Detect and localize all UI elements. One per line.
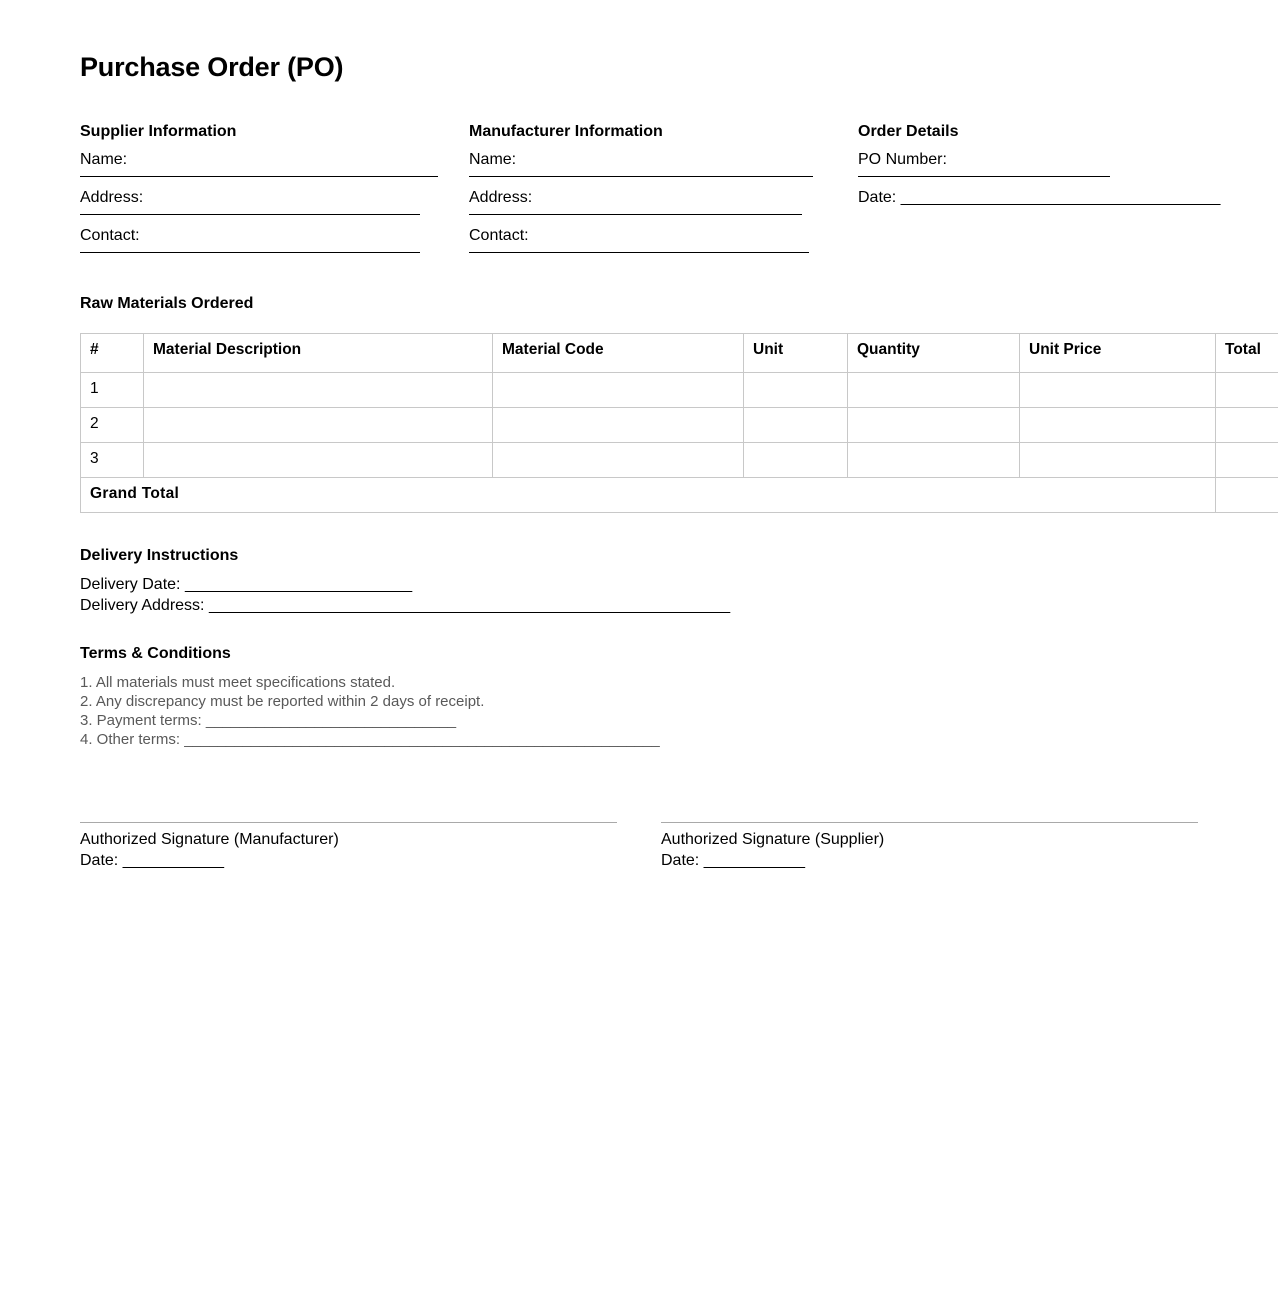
manufacturer-address-field[interactable]: Address: [469, 187, 802, 215]
manufacturer-name-field[interactable]: Name: [469, 149, 813, 177]
row-number-cell: 2 [81, 408, 144, 443]
row-total-cell[interactable] [1216, 373, 1278, 408]
row-quantity-cell[interactable] [848, 408, 1020, 443]
column-header-unit-price: Unit Price [1020, 334, 1216, 373]
column-header-description: Material Description [144, 334, 493, 373]
document-body [80, 0, 1261, 871]
row-unit-price-cell[interactable] [1020, 408, 1216, 443]
row-code-cell[interactable] [493, 373, 744, 408]
supplier-name-field[interactable]: Name: [80, 149, 438, 177]
order-date-field[interactable] [858, 187, 1220, 209]
terms-list-item: 1. All materials must meet specifications stated. [80, 674, 396, 691]
supplier-contact-field[interactable]: Contact: [80, 225, 420, 253]
delivery-fields [80, 574, 1198, 616]
terms-list [80, 673, 1198, 749]
delivery-instructions-heading: Delivery Instructions [80, 547, 239, 564]
grand-total-value-cell[interactable] [1216, 478, 1278, 513]
manufacturer-signature-date-field[interactable] [80, 850, 617, 871]
delivery-date-field[interactable] [80, 574, 1198, 595]
po-number-field[interactable]: PO Number: [858, 149, 1110, 177]
delivery-address-field[interactable] [80, 595, 1198, 616]
grand-total-row [81, 478, 1278, 513]
table-row [81, 408, 1278, 443]
supplier-address-field[interactable]: Address: [80, 187, 420, 215]
row-description-cell[interactable] [144, 408, 493, 443]
supplier-information-block [80, 122, 469, 263]
row-quantity-cell[interactable] [848, 373, 1020, 408]
signature-section [80, 822, 1198, 871]
column-header-unit: Unit [744, 334, 848, 373]
row-number-cell: 1 [81, 373, 144, 408]
table-row [81, 443, 1278, 478]
row-number-cell: 3 [81, 443, 144, 478]
manufacturer-date-rule: ____________ [122, 852, 224, 869]
supplier-signature-block [661, 822, 1198, 871]
page-title: Purchase Order (PO) [80, 52, 344, 82]
order-date-label: Date: [858, 189, 897, 206]
order-date-rule: ______________________________________ [900, 189, 1220, 206]
delivery-address-rule: ______________________________________________________________ [208, 597, 730, 614]
terms-list-item[interactable]: 3. Payment terms: ______________________________ [80, 712, 457, 729]
manufacturer-signature-block [80, 822, 617, 871]
row-unit-price-cell[interactable] [1020, 373, 1216, 408]
row-unit-cell[interactable] [744, 408, 848, 443]
terms-and-conditions-section [80, 644, 1198, 749]
manufacturer-contact-field[interactable]: Contact: [469, 225, 809, 253]
order-details-block [858, 122, 1220, 209]
column-header-code: Material Code [493, 334, 744, 373]
supplier-signature-label: Authorized Signature (Supplier) [661, 831, 885, 848]
manufacturer-signature-label: Authorized Signature (Manufacturer) [80, 831, 339, 848]
manufacturer-information-heading: Manufacturer Information [469, 123, 663, 140]
information-columns [80, 122, 1220, 263]
delivery-date-rule: ___________________________ [184, 576, 412, 593]
grand-total-label: Grand Total [81, 478, 1216, 513]
row-quantity-cell[interactable] [848, 443, 1020, 478]
supplier-information-heading: Supplier Information [80, 123, 237, 140]
terms-list-item[interactable]: 4. Other terms: _________________________________________________________ [80, 731, 660, 748]
row-unit-price-cell[interactable] [1020, 443, 1216, 478]
column-header-quantity: Quantity [848, 334, 1020, 373]
supplier-date-label: Date: [661, 852, 700, 869]
table-row [81, 373, 1278, 408]
raw-materials-table [80, 333, 1278, 513]
terms-and-conditions-heading: Terms & Conditions [80, 645, 231, 662]
row-code-cell[interactable] [493, 443, 744, 478]
delivery-instructions-section [80, 546, 1198, 616]
supplier-date-rule: ____________ [703, 852, 805, 869]
raw-materials-section [80, 294, 1261, 513]
manufacturer-signature-line[interactable] [80, 822, 617, 823]
terms-list-item: 2. Any discrepancy must be reported within 2 days of receipt. [80, 693, 485, 710]
column-header-total: Total [1216, 334, 1278, 373]
row-total-cell[interactable] [1216, 443, 1278, 478]
order-details-heading: Order Details [858, 123, 959, 140]
delivery-date-label: Delivery Date: [80, 576, 181, 593]
row-description-cell[interactable] [144, 373, 493, 408]
row-unit-cell[interactable] [744, 443, 848, 478]
row-total-cell[interactable] [1216, 408, 1278, 443]
row-description-cell[interactable] [144, 443, 493, 478]
table-header-row [81, 334, 1278, 373]
delivery-address-label: Delivery Address: [80, 597, 205, 614]
column-header-number: # [81, 334, 144, 373]
manufacturer-date-label: Date: [80, 852, 119, 869]
table-body [81, 373, 1278, 513]
supplier-signature-date-field[interactable] [661, 850, 1198, 871]
supplier-signature-line[interactable] [661, 822, 1198, 823]
raw-materials-heading: Raw Materials Ordered [80, 295, 254, 312]
table-header [81, 334, 1278, 373]
manufacturer-information-block [469, 122, 858, 263]
row-code-cell[interactable] [493, 408, 744, 443]
row-unit-cell[interactable] [744, 373, 848, 408]
